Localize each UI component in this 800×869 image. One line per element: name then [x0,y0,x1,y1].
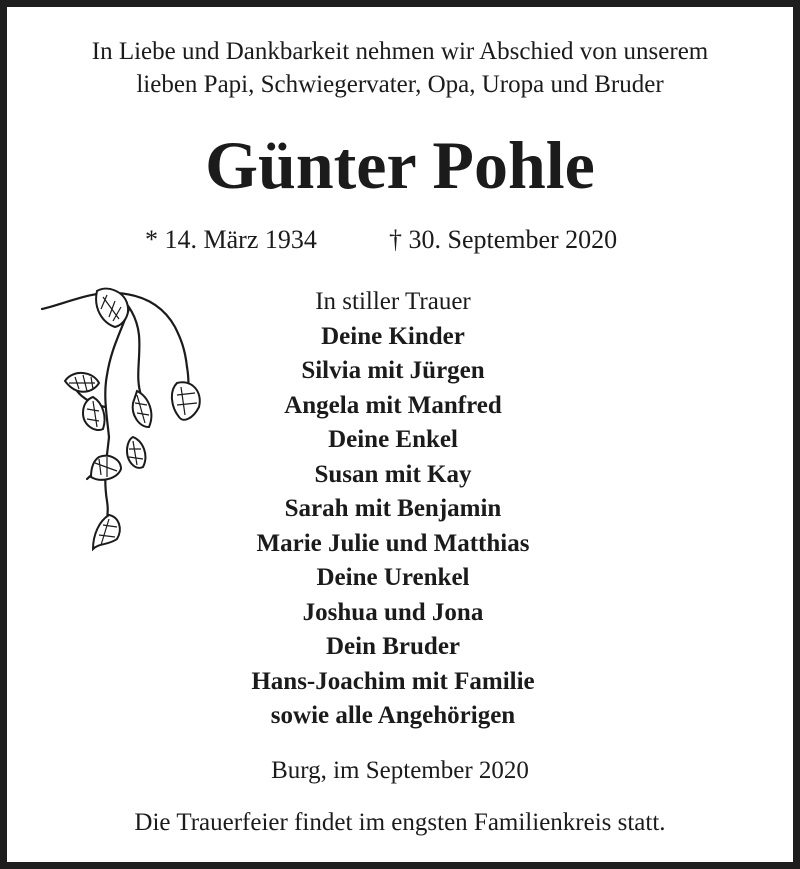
list-item: Susan mit Kay [314,460,472,488]
list-item: Deine Kinder [321,322,465,350]
birch-branch-icon [37,287,217,557]
birth-date: * 14. März 1934 [145,225,317,254]
list-item: Hans-Joachim mit Familie [251,667,535,695]
list-item: Silvia mit Jürgen [301,357,485,384]
list-item: Sarah mit Benjamin [284,495,502,522]
mourners-list [193,285,593,734]
list-item: sowie alle Angehörigen [270,702,516,729]
place-and-date: Burg, im September 2020 [271,757,529,784]
intro-line-2: lieben Papi, Schwiegervater, Opa, Uropa und Bruder [136,71,664,98]
list-item: In stiller Trauer [315,288,471,315]
list-item: Angela mit Manfred [284,391,502,419]
deceased-name: Günter Pohle [205,127,595,203]
closing-note: Die Trauerfeier findet im engsten Familienkreis statt. [134,809,666,836]
list-item: Dein Bruder [325,633,461,660]
list-item: Deine Urenkel [316,564,470,591]
list-item: Deine Enkel [328,426,458,453]
intro-line-1: In Liebe und Dankbarkeit nehmen wir Abschied von unserem [91,38,709,65]
death-date: † 30. September 2020 [389,225,618,254]
list-item: Marie Julie und Matthias [256,529,530,557]
list-item: Joshua und Jona [302,598,484,626]
